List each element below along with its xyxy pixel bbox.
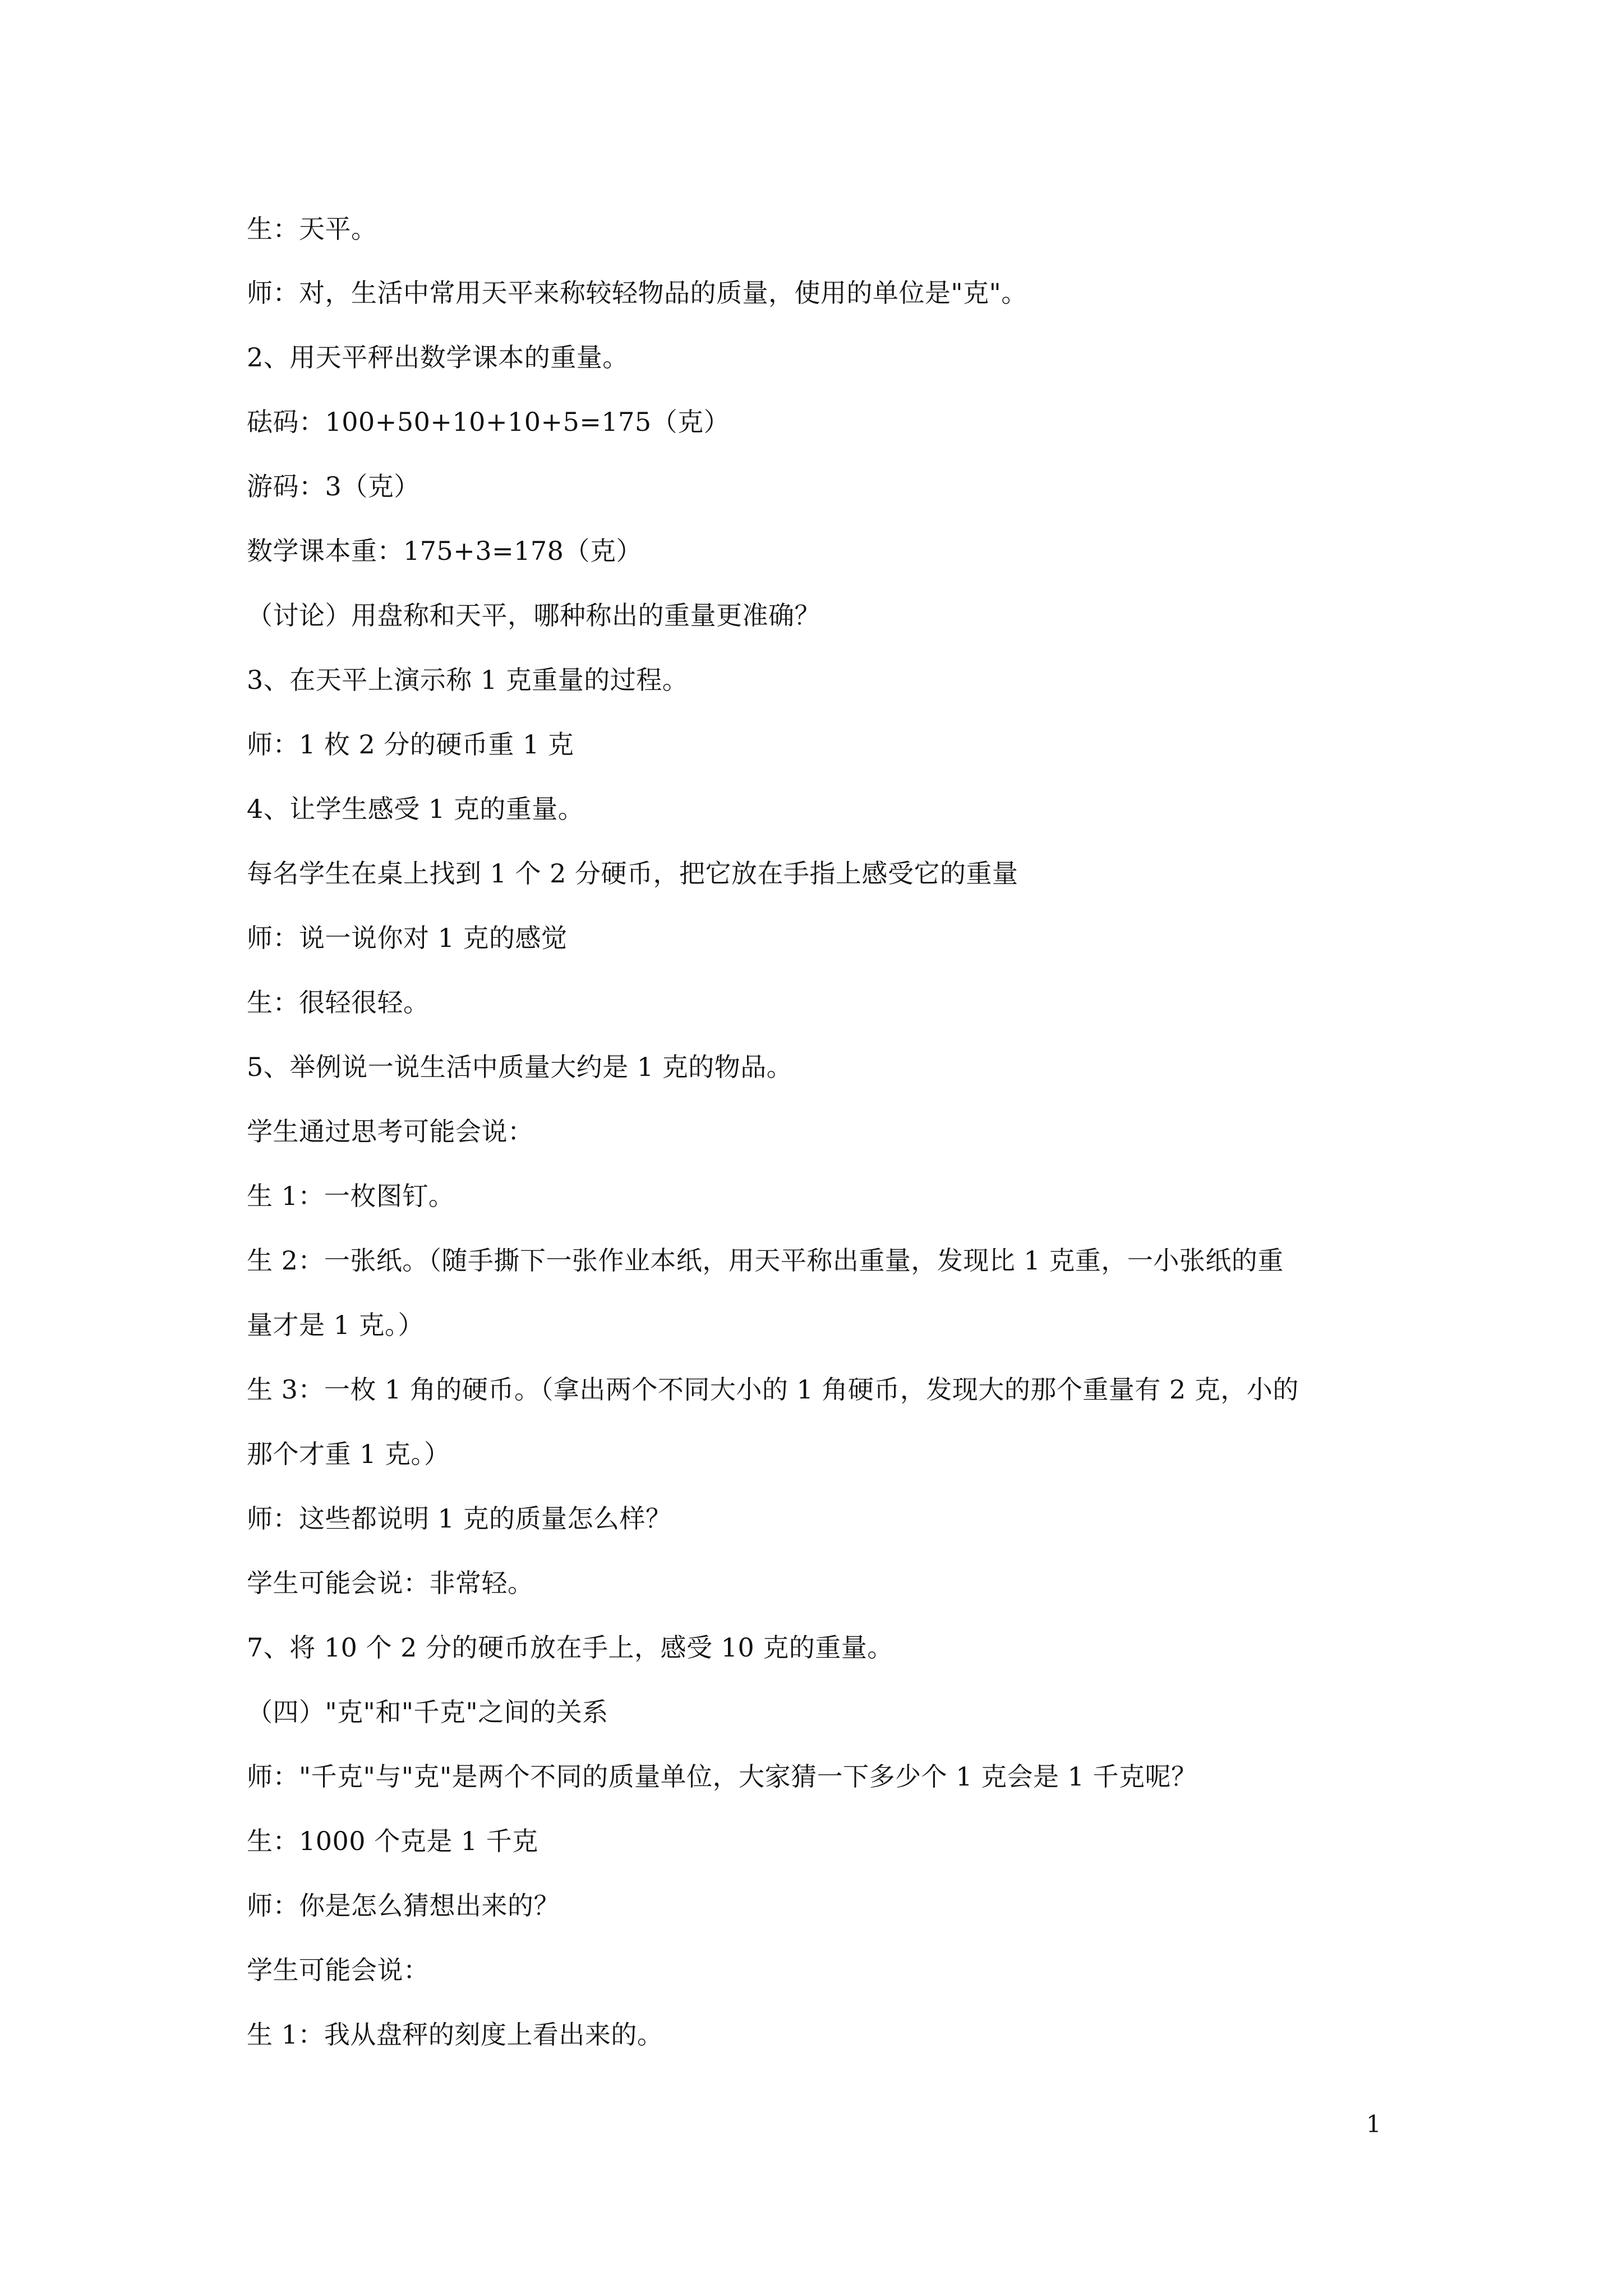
text-line: 生：天平。: [247, 214, 377, 244]
text-line: 师：说一说你对 1 克的感觉: [247, 923, 568, 953]
text-line: 师：1 枚 2 分的硬币重 1 克: [247, 729, 574, 760]
page-number: 1: [1366, 2110, 1381, 2138]
text-line: 生 3：一枚 1 角的硬币。（拿出两个不同大小的 1 角硬币，发现大的那个重量有 2 克，小的: [247, 1374, 1299, 1405]
text-line: 那个才重 1 克。）: [247, 1439, 450, 1469]
text-line: 师："千克"与"克"是两个不同的质量单位，大家猜一下多少个 1 克会是 1 千克呢？: [247, 1761, 1197, 1792]
text-line: 师：对，生活中常用天平来称较轻物品的质量，使用的单位是"克"。: [247, 278, 1027, 308]
text-line: 生 1：一枚图钉。: [247, 1181, 455, 1211]
text-line: 每名学生在桌上找到 1 个 2 分硬币，把它放在手指上感受它的重量: [247, 858, 1018, 889]
text-line: 生：1000 个克是 1 千克: [247, 1826, 538, 1856]
text-line: 生 1：我从盘秤的刻度上看出来的。: [247, 2019, 663, 2050]
text-line: 2、用天平秤出数学课本的重量。: [247, 342, 629, 372]
text-line: 4、让学生感受 1 克的重量。: [247, 794, 584, 824]
text-line: 7、将 10 个 2 分的硬币放在手上，感受 10 克的重量。: [247, 1632, 893, 1663]
text-line: 生：很轻很轻。: [247, 987, 430, 1018]
text-line: （四）"克"和"千克"之间的关系: [247, 1697, 608, 1727]
text-line: （讨论）用盘称和天平，哪种称出的重量更准确？: [247, 600, 820, 631]
text-line: 学生可能会说：非常轻。: [247, 1568, 534, 1598]
text-line: 学生可能会说：: [247, 1955, 430, 1985]
text-line: 游码：3（克）: [247, 471, 420, 501]
text-line: 数学课本重：175+3=178（克）: [247, 536, 642, 566]
text-line: 量才是 1 克。）: [247, 1310, 425, 1340]
text-line: 5、举例说一说生活中质量大约是 1 克的物品。: [247, 1052, 793, 1082]
text-line: 师：这些都说明 1 克的质量怎么样？: [247, 1503, 672, 1534]
text-line: 砝码：100+50+10+10+5=175（克）: [247, 407, 730, 437]
text-line: 师：你是怎么猜想出来的？: [247, 1890, 560, 1921]
text-line: 学生通过思考可能会说：: [247, 1116, 534, 1147]
text-line: 生 2：一张纸。（随手撕下一张作业本纸，用天平称出重量，发现比 1 克重，一小张纸的重: [247, 1245, 1284, 1276]
text-line: 3、在天平上演示称 1 克重量的过程。: [247, 665, 689, 695]
